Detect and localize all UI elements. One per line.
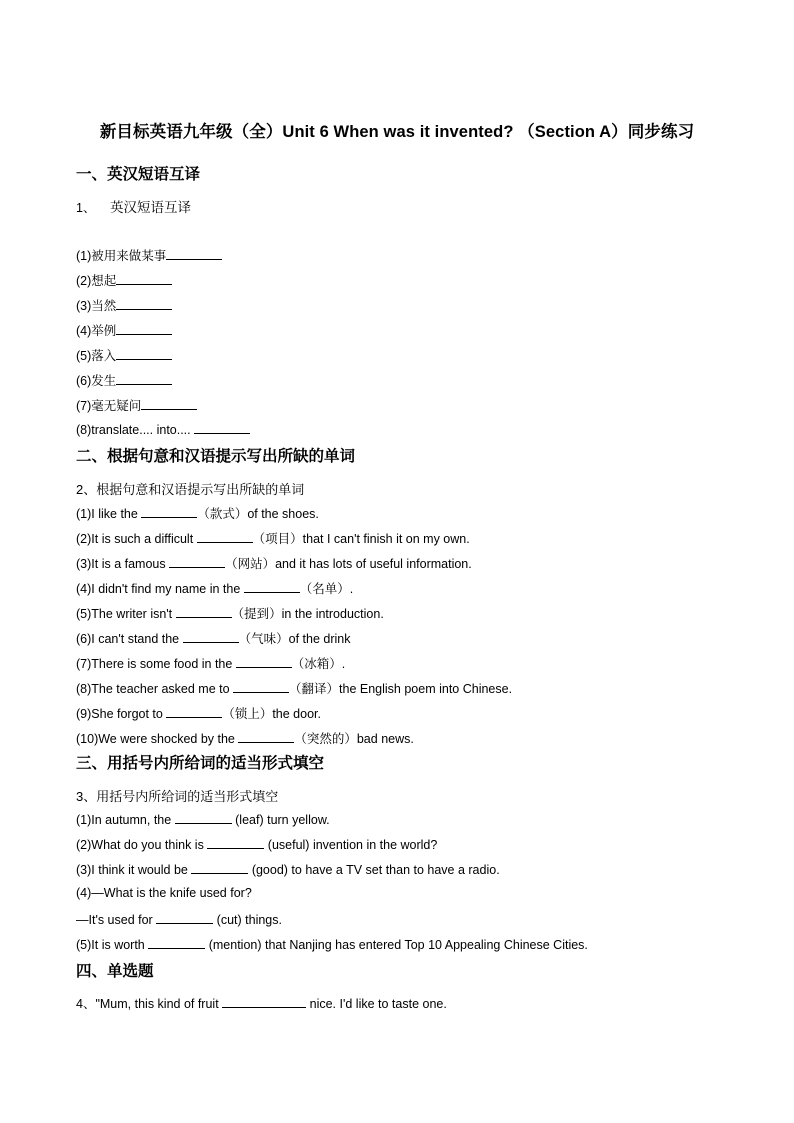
answer-blank[interactable]	[236, 655, 292, 668]
answer-blank[interactable]	[238, 730, 294, 743]
answer-blank[interactable]	[156, 911, 213, 924]
answer-blank[interactable]	[116, 272, 172, 285]
fill-item: —It's used for (cut) things.	[76, 913, 282, 927]
fill-item: (5)The writer isn't （提到）in the introduction.	[76, 607, 384, 621]
dialogue-question: (4)—What is the knife used for?	[76, 886, 252, 900]
phrase-item: (2)想起	[76, 271, 172, 289]
answer-blank[interactable]	[194, 421, 250, 434]
page-title: 新目标英语九年级（全）Unit 6 When was it invented? （Section A）同步练习	[99, 123, 695, 141]
answer-blank[interactable]	[141, 505, 197, 518]
fill-item: (8)The teacher asked me to （翻译）the English poem into Chinese.	[76, 682, 513, 696]
fill-item: (1)In autumn, the (leaf) turn yellow.	[76, 813, 330, 827]
fill-item: (1)I like the （款式）of the shoes.	[76, 507, 319, 521]
phrase-item: (3)当然	[76, 296, 172, 314]
answer-blank[interactable]	[183, 630, 239, 643]
fill-item: (9)She forgot to （锁上）the door.	[76, 707, 321, 721]
answer-blank[interactable]	[116, 372, 172, 385]
question-2-intro: 2、根据句意和汉语提示写出所缺的单词	[76, 482, 305, 497]
answer-blank[interactable]	[191, 861, 248, 874]
answer-blank[interactable]	[169, 555, 225, 568]
fill-item: (5)It is worth (mention) that Nanjing has entered Top 10 Appealing Chinese Cities.	[76, 938, 588, 952]
answer-blank[interactable]	[197, 530, 253, 543]
answer-blank[interactable]	[207, 836, 264, 849]
section-2-heading: 二、根据句意和汉语提示写出所缺的单词	[76, 448, 356, 465]
answer-blank[interactable]	[141, 397, 197, 410]
question-1-text: 英汉短语互译	[110, 200, 191, 215]
answer-blank[interactable]	[116, 347, 172, 360]
fill-item: (4)I didn't find my name in the （名单）.	[76, 582, 354, 596]
fill-item: (10)We were shocked by the （突然的）bad news.	[76, 732, 414, 746]
fill-item: (2)What do you think is (useful) invention in the world?	[76, 838, 438, 852]
question-3-intro: 3、用括号内所给词的适当形式填空	[76, 789, 279, 804]
question-4: 4、"Mum, this kind of fruit nice. I'd like to taste one.	[76, 997, 447, 1011]
section-3-heading: 三、用括号内所给词的适当形式填空	[76, 755, 325, 772]
answer-blank[interactable]	[166, 705, 222, 718]
answer-blank[interactable]	[116, 322, 172, 335]
fill-item: (3)I think it would be (good) to have a TV set than to have a radio.	[76, 863, 500, 877]
answer-blank[interactable]	[116, 297, 172, 310]
question-1-number: 1、	[76, 201, 96, 215]
answer-blank[interactable]	[244, 580, 300, 593]
fill-item: (3)It is a famous （网站）and it has lots of useful information.	[76, 557, 472, 571]
answer-blank[interactable]	[148, 936, 205, 949]
phrase-item: (5)落入	[76, 346, 172, 364]
fill-item: (7)There is some food in the （冰箱）.	[76, 657, 346, 671]
phrase-item: (7)毫无疑问	[76, 396, 197, 414]
answer-blank[interactable]	[166, 247, 222, 260]
answer-blank[interactable]	[175, 811, 232, 824]
phrase-item: (1)被用来做某事	[76, 246, 222, 264]
phrase-item: (6)发生	[76, 371, 172, 389]
section-1-heading: 一、英汉短语互译	[76, 166, 201, 183]
fill-item: (6)I can't stand the （气味）of the drink	[76, 632, 351, 646]
phrase-item: (4)举例	[76, 321, 172, 339]
fill-item: (2)It is such a difficult （项目）that I can't finish it on my own.	[76, 532, 470, 546]
phrase-item: (8)translate.... into....	[76, 421, 250, 437]
answer-blank[interactable]	[222, 995, 306, 1008]
answer-blank[interactable]	[233, 680, 289, 693]
section-4-heading: 四、单选题	[76, 963, 154, 980]
answer-blank[interactable]	[176, 605, 232, 618]
